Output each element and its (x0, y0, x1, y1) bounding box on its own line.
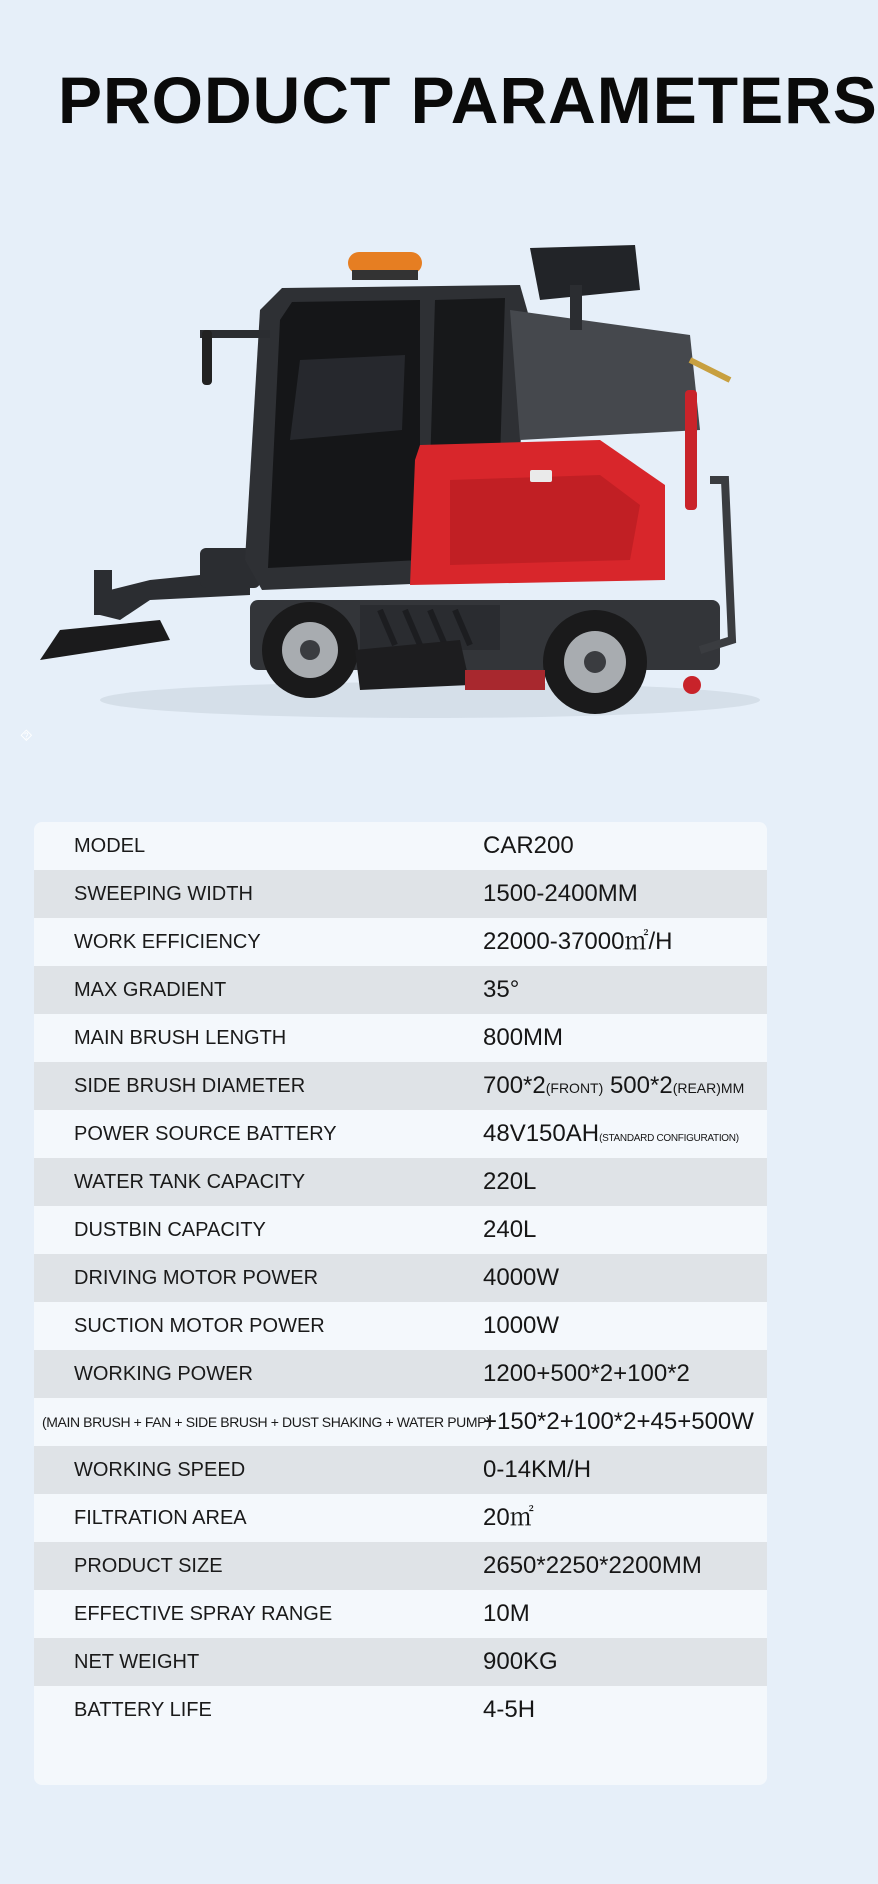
spec-value (483, 1110, 739, 1158)
spec-label: MAIN BRUSH LENGTH (74, 1027, 287, 1049)
value-main: 500*2 (603, 1072, 673, 1099)
table-row (34, 918, 767, 966)
spec-value: 10M (483, 1600, 530, 1627)
value-note: (STANDARD CONFIGURATION) (599, 1133, 739, 1144)
table-row (34, 1590, 767, 1638)
spec-label: (MAIN BRUSH + FAN + SIDE BRUSH + DUST SHAKING + WATER PUMP) (42, 1414, 491, 1430)
table-row (34, 1062, 767, 1110)
spec-value: 4-5H (483, 1696, 536, 1723)
value-main: 48V150AH (483, 1120, 600, 1147)
spec-label: SIDE BRUSH DIAMETER (74, 1075, 306, 1097)
sweeper-image (0, 230, 790, 750)
table-row (34, 1398, 767, 1446)
spec-value: 800MM (483, 1024, 564, 1051)
spec-label: EFFECTIVE SPRAY RANGE (74, 1603, 333, 1625)
spec-label: MAX GRADIENT (74, 979, 227, 1001)
spec-label: NET WEIGHT (74, 1651, 200, 1673)
spec-value: +150*2+100*2+45+500W (483, 1408, 754, 1435)
spec-value: 22000-37000㎡/H (483, 928, 673, 955)
table-row (34, 1014, 767, 1062)
spec-value: CAR200 (483, 832, 574, 859)
table-row (34, 1446, 767, 1494)
table-row (34, 1686, 767, 1734)
table-row (34, 1302, 767, 1350)
table-row (34, 1638, 767, 1686)
table-row (34, 870, 767, 918)
spec-table (34, 822, 767, 1785)
table-row (34, 1206, 767, 1254)
spec-label: FILTRATION AREA (74, 1507, 247, 1529)
spec-label: WATER TANK CAPACITY (74, 1171, 306, 1193)
spec-value: 0-14KM/H (483, 1456, 592, 1483)
spec-value: 4000W (483, 1264, 560, 1291)
page-title: PRODUCT PARAMETERS (58, 63, 878, 137)
table-row (34, 1158, 767, 1206)
table-row (34, 1494, 767, 1542)
table-row (34, 1350, 767, 1398)
spec-value: 35° (483, 976, 520, 1003)
spec-value: 1000W (483, 1312, 560, 1339)
table-row (34, 1542, 767, 1590)
table-row (34, 1254, 767, 1302)
spec-label: DRIVING MOTOR POWER (74, 1267, 319, 1289)
spec-label: SWEEPING WIDTH (74, 883, 253, 905)
spec-value: 1200+500*2+100*2 (483, 1360, 690, 1387)
spec-label: MODEL (74, 835, 146, 857)
value-note: (REAR)MM (672, 1080, 745, 1096)
spec-label: WORKING SPEED (74, 1459, 246, 1481)
spec-label: BATTERY LIFE (74, 1699, 212, 1721)
spec-value: 20㎡ (483, 1504, 534, 1531)
table-row (34, 966, 767, 1014)
value-note: (FRONT) (545, 1080, 604, 1096)
spec-value: 240L (483, 1216, 537, 1243)
spec-value: 1500-2400MM (483, 880, 638, 907)
value-main: 700*2 (483, 1072, 546, 1099)
table-row (34, 1110, 767, 1158)
spec-label: WORKING POWER (74, 1363, 253, 1385)
spec-label: WORK EFFICIENCY (74, 931, 261, 953)
spec-value: 2650*2250*2200MM (483, 1552, 702, 1579)
spec-label: POWER SOURCE BATTERY (74, 1123, 337, 1145)
spec-label: SUCTION MOTOR POWER (74, 1315, 325, 1337)
watermark-glyph: ⯑ (20, 728, 33, 745)
spec-label: PRODUCT SIZE (74, 1555, 223, 1577)
spec-value (483, 1062, 744, 1110)
table-row (34, 822, 767, 870)
spec-value: 220L (483, 1168, 537, 1195)
spec-label: DUSTBIN CAPACITY (74, 1219, 266, 1241)
spec-value: 900KG (483, 1648, 558, 1675)
